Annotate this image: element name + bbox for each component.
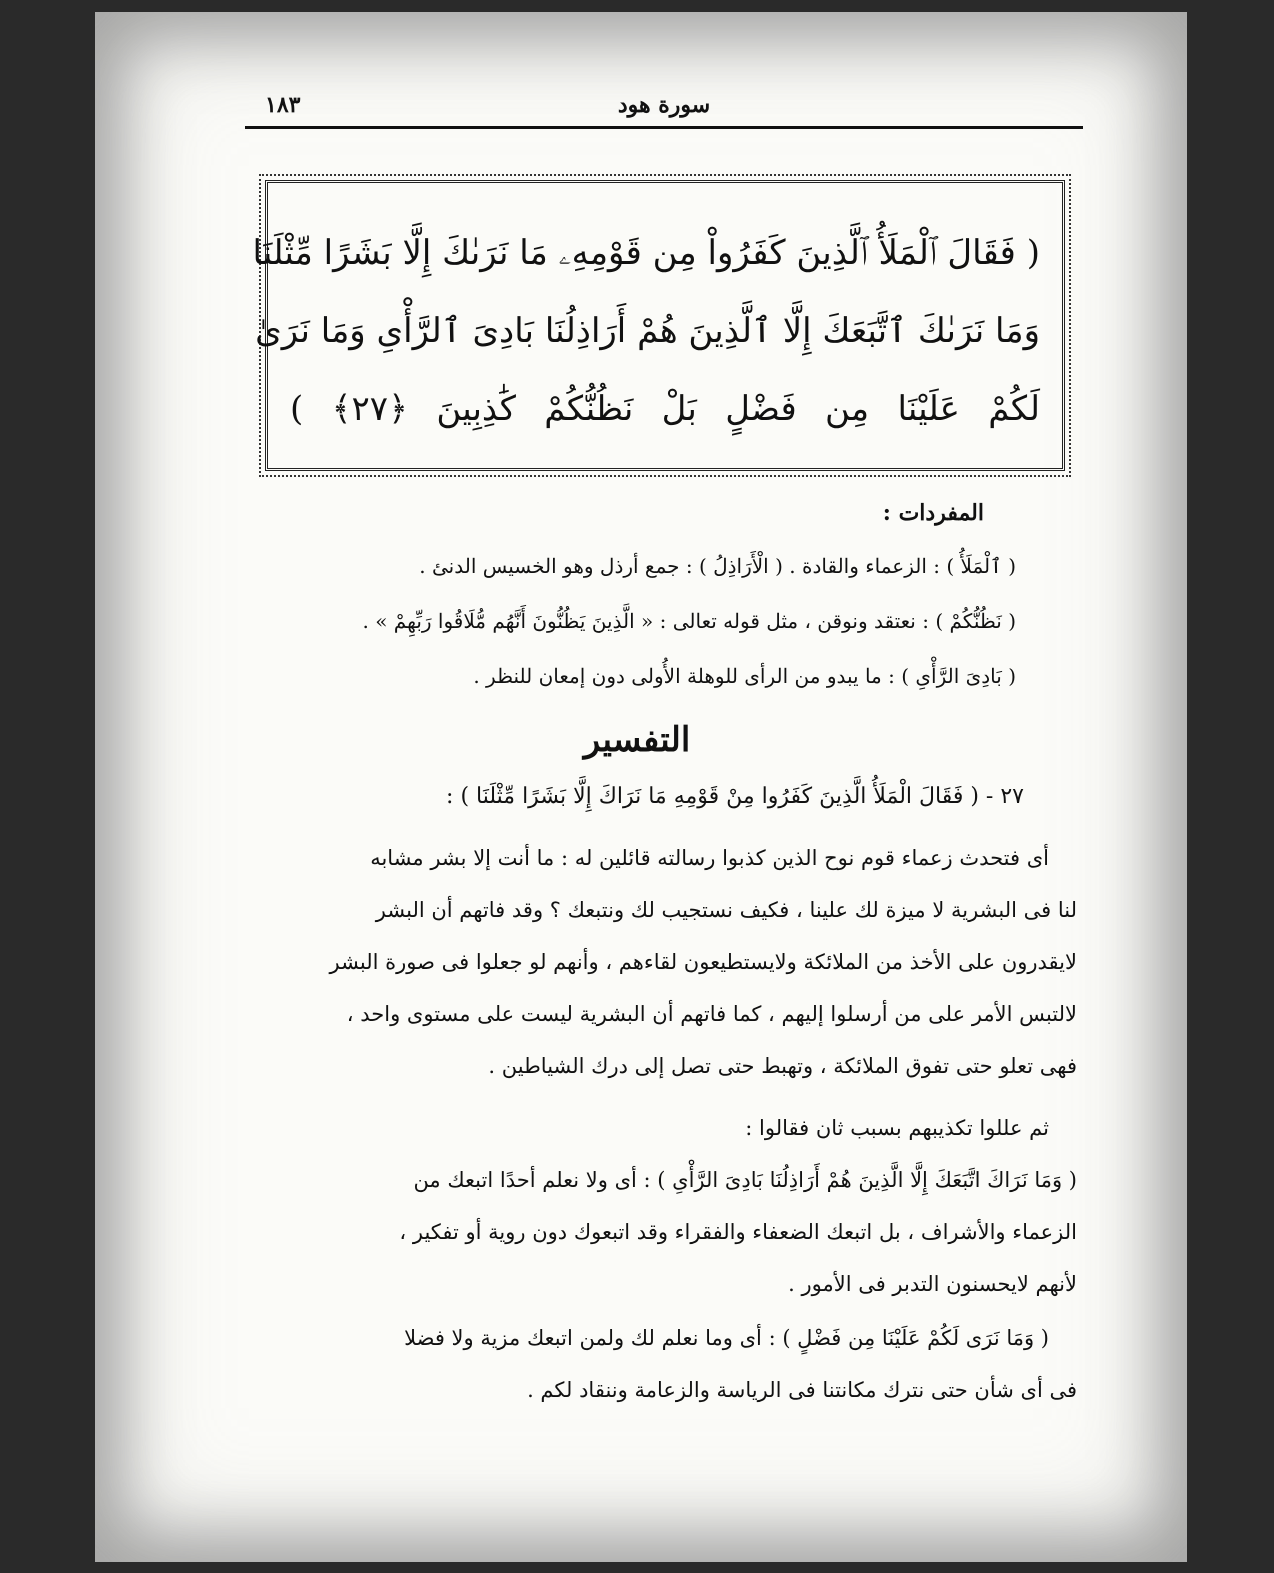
ayah-reference: ٢٧ - ( فَقَالَ الْمَلَأُ الَّذِينَ كَفَرُوا مِنْ قَوْمِهِ مَا نَرَاكَ إِلَّا بَشَرًا مِّثْلَنَا ) :	[446, 784, 1024, 809]
paragraph-line: لايقدرون على الأخذ من الملائكة ولايستطيعون لقاءهم ، وأنهم لو جعلوا فى صورة البشر	[329, 950, 1077, 974]
paragraph-line: لأنهم لايحسنون التدبر فى الأمور .	[788, 1272, 1077, 1296]
page-header	[245, 88, 1083, 128]
header-rule	[245, 126, 1083, 129]
paragraph-line: ( وَمَا نَرَاكَ اتَّبَعَكَ إِلَّا الَّذِينَ هُمْ أَرَاذِلُنَا بَادِىَ الرَّأْىِ ) : أى ولا نعلم أحدًا اتبعك من	[413, 1168, 1077, 1192]
quran-verse-box	[252, 180, 1065, 471]
paragraph-line: ( وَمَا نَرَى لَكُمْ عَلَيْنَا مِن فَضْلٍ ) : أى وما نعلم لك ولمن اتبعك مزية ولا فضلا	[404, 1326, 1049, 1350]
verse-line-1: ( فَقَالَ ٱلْمَلَأُ ٱلَّذِينَ كَفَرُواْ مِن قَوْمِهِۦ مَا نَرَىٰكَ إِلَّا بَشَرًا مِّثْلَنَا	[252, 233, 1040, 273]
tafsir-heading: التفسير	[583, 720, 691, 760]
surah-title: سورة هود	[617, 92, 711, 118]
paragraph-line: فى أى شأن حتى نترك مكانتنا فى الرياسة والزعامة وننقاد لكم .	[527, 1378, 1077, 1402]
vocabulary-line-1: ( ٱلْمَلَأُ ) : الزعماء والقادة . ( الْأَرَاذِلُ ) : جمع أرذل وهو الخسيس الدنئ .	[419, 554, 1016, 578]
paragraph-line: الزعماء والأشراف ، بل اتبعك الضعفاء والفقراء وقد اتبعوك دون روية أو تفكير ،	[399, 1220, 1077, 1244]
paragraph-line: أى فتحدث زعماء قوم نوح الذين كذبوا رسالته قائلين له : ما أنت إلا بشر مشابه	[370, 846, 1049, 870]
paragraph-line: لنا فى البشرية لا ميزة لك علينا ، فكيف نستجيب لك ونتبعك ؟ وقد فاتهم أن البشر	[375, 898, 1077, 922]
paragraph-line: لالتبس الأمر على من أرسلوا إليهم ، كما فاتهم أن البشرية ليست على مستوى واحد ،	[346, 1002, 1077, 1026]
vocabulary-line-3: ( بَادِىَ الرَّأْىِ ) : ما يبدو من الرأى للوهلة الأُولى دون إمعان للنظر .	[473, 664, 1016, 688]
tafsir-paragraph-3	[247, 1312, 1077, 1416]
tafsir-paragraph-1	[247, 832, 1077, 1092]
vocabulary-line-2: ( نَظُنُّكُمْ ) : نعتقد ونوقن ، مثل قوله تعالى : « الَّذِينَ يَظُنُّونَ أَنَّهُم مُّلَاقُوا رَبِّهِمْ » .	[362, 609, 1016, 633]
paragraph-line: ثم عللوا تكذيبهم بسبب ثان فقالوا :	[745, 1116, 1049, 1140]
page-number: ١٨٣	[265, 92, 301, 118]
paragraph-line: فهى تعلو حتى تفوق الملائكة ، وتهبط حتى تصل إلى درك الشياطين .	[488, 1054, 1077, 1078]
tafsir-paragraph-2	[247, 1102, 1077, 1310]
verse-line-2: وَمَا نَرَىٰكَ ٱتَّبَعَكَ إِلَّا ٱلَّذِينَ هُمْ أَرَاذِلُنَا بَادِىَ ٱلرَّأْىِ وَمَا نَرَىٰ	[255, 311, 1040, 351]
verse-line-3: لَكُمْ عَلَيْنَا مِن فَضْلٍ بَلْ نَظُنُّكُمْ كَٰذِبِينَ ﴿٢٧﴾ )	[290, 389, 1040, 429]
vocabulary-heading: المفردات :	[882, 500, 984, 526]
